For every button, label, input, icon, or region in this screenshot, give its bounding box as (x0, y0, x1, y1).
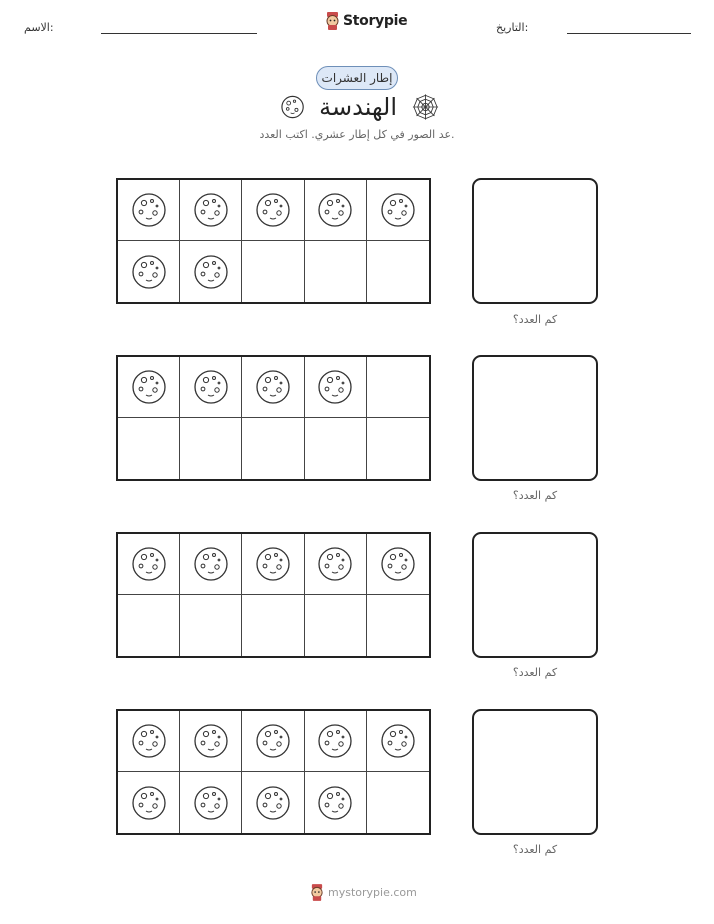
ten-frame-cell (118, 418, 180, 479)
ten-frame-cell (118, 595, 180, 656)
ten-frame-cell (242, 711, 304, 772)
moon-icon (193, 192, 229, 228)
moon-icon (380, 546, 416, 582)
answer-box-1[interactable] (472, 178, 598, 304)
ten-frame-cell (367, 357, 429, 418)
ten-frame-cell (242, 357, 304, 418)
ten-frame-cell (242, 418, 304, 479)
moon-icon (131, 369, 167, 405)
instructions: عد الصور في كل إطار عشري. اكتب العدد. (259, 128, 455, 141)
ten-frame-cell (367, 180, 429, 241)
ten-frame-cell (180, 534, 242, 595)
moon-icon (193, 254, 229, 290)
ten-frame-cell (118, 180, 180, 241)
ten-frame-2 (116, 355, 431, 481)
ten-frame-cell (242, 241, 304, 302)
ten-frame-cell (305, 357, 367, 418)
ten-frame-cell (305, 534, 367, 595)
worksheet-title (280, 92, 440, 122)
ten-frame-cell (118, 534, 180, 595)
question-label-1: كم العدد؟ (512, 313, 558, 326)
moon-icon (317, 546, 353, 582)
moon-icon (380, 723, 416, 759)
ten-frame-cell (180, 418, 242, 479)
ten-frame-cell (367, 772, 429, 833)
ten-frame-cell (118, 772, 180, 833)
storypie-mascot-icon (325, 12, 340, 30)
moon-icon (193, 723, 229, 759)
ten-frame-cell (367, 418, 429, 479)
moon-icon (255, 546, 291, 582)
name-line[interactable] (101, 33, 257, 34)
moon-icon (255, 785, 291, 821)
moon-icon (131, 254, 167, 290)
name-label: الاسم: (24, 21, 54, 34)
question-label-3: كم العدد؟ (512, 666, 558, 679)
moon-icon (193, 369, 229, 405)
ten-frame-cell (305, 418, 367, 479)
storypie-mascot-icon (310, 884, 324, 901)
date-line[interactable] (567, 33, 691, 34)
ten-frame-cell (118, 711, 180, 772)
moon-icon (131, 192, 167, 228)
moon-icon (280, 94, 305, 120)
moon-icon (317, 785, 353, 821)
spider-web-icon (411, 92, 440, 122)
ten-frame-cell (305, 241, 367, 302)
ten-frame-cell (367, 241, 429, 302)
ten-frame-cell (180, 180, 242, 241)
moon-icon (131, 723, 167, 759)
moon-icon (131, 546, 167, 582)
moon-icon (255, 369, 291, 405)
ten-frame-cell (180, 241, 242, 302)
brand-name: Storypie (343, 13, 408, 29)
topic-badge: إطار العشرات (316, 66, 398, 90)
ten-frame-cell (367, 534, 429, 595)
ten-frame-cell (180, 595, 242, 656)
ten-frame-cell (118, 357, 180, 418)
ten-frame-cell (242, 772, 304, 833)
moon-icon (193, 546, 229, 582)
moon-icon (317, 369, 353, 405)
ten-frame-cell (305, 772, 367, 833)
ten-frame-cell (305, 595, 367, 656)
ten-frame-cell (242, 534, 304, 595)
ten-frame-4 (116, 709, 431, 835)
question-label-2: كم العدد؟ (512, 489, 558, 502)
ten-frame-cell (305, 180, 367, 241)
ten-frame-cell (367, 711, 429, 772)
moon-icon (255, 192, 291, 228)
ten-frame-3 (116, 532, 431, 658)
ten-frame-1 (116, 178, 431, 304)
footer (310, 884, 417, 901)
moon-icon (380, 192, 416, 228)
ten-frame-cell (180, 711, 242, 772)
ten-frame-cell (305, 711, 367, 772)
ten-frame-cell (180, 772, 242, 833)
brand-logo (325, 12, 407, 30)
date-label: التاريخ: (496, 21, 529, 34)
answer-box-3[interactable] (472, 532, 598, 658)
moon-icon (317, 723, 353, 759)
ten-frame-cell (118, 241, 180, 302)
moon-icon (317, 192, 353, 228)
moon-icon (131, 785, 167, 821)
answer-box-2[interactable] (472, 355, 598, 481)
answer-box-4[interactable] (472, 709, 598, 835)
ten-frame-cell (367, 595, 429, 656)
ten-frame-cell (242, 595, 304, 656)
moon-icon (255, 723, 291, 759)
ten-frame-cell (242, 180, 304, 241)
footer-url[interactable]: mystorypie.com (328, 886, 417, 899)
question-label-4: كم العدد؟ (512, 843, 558, 856)
page-title: الهندسة (319, 93, 397, 121)
moon-icon (193, 785, 229, 821)
ten-frame-cell (180, 357, 242, 418)
